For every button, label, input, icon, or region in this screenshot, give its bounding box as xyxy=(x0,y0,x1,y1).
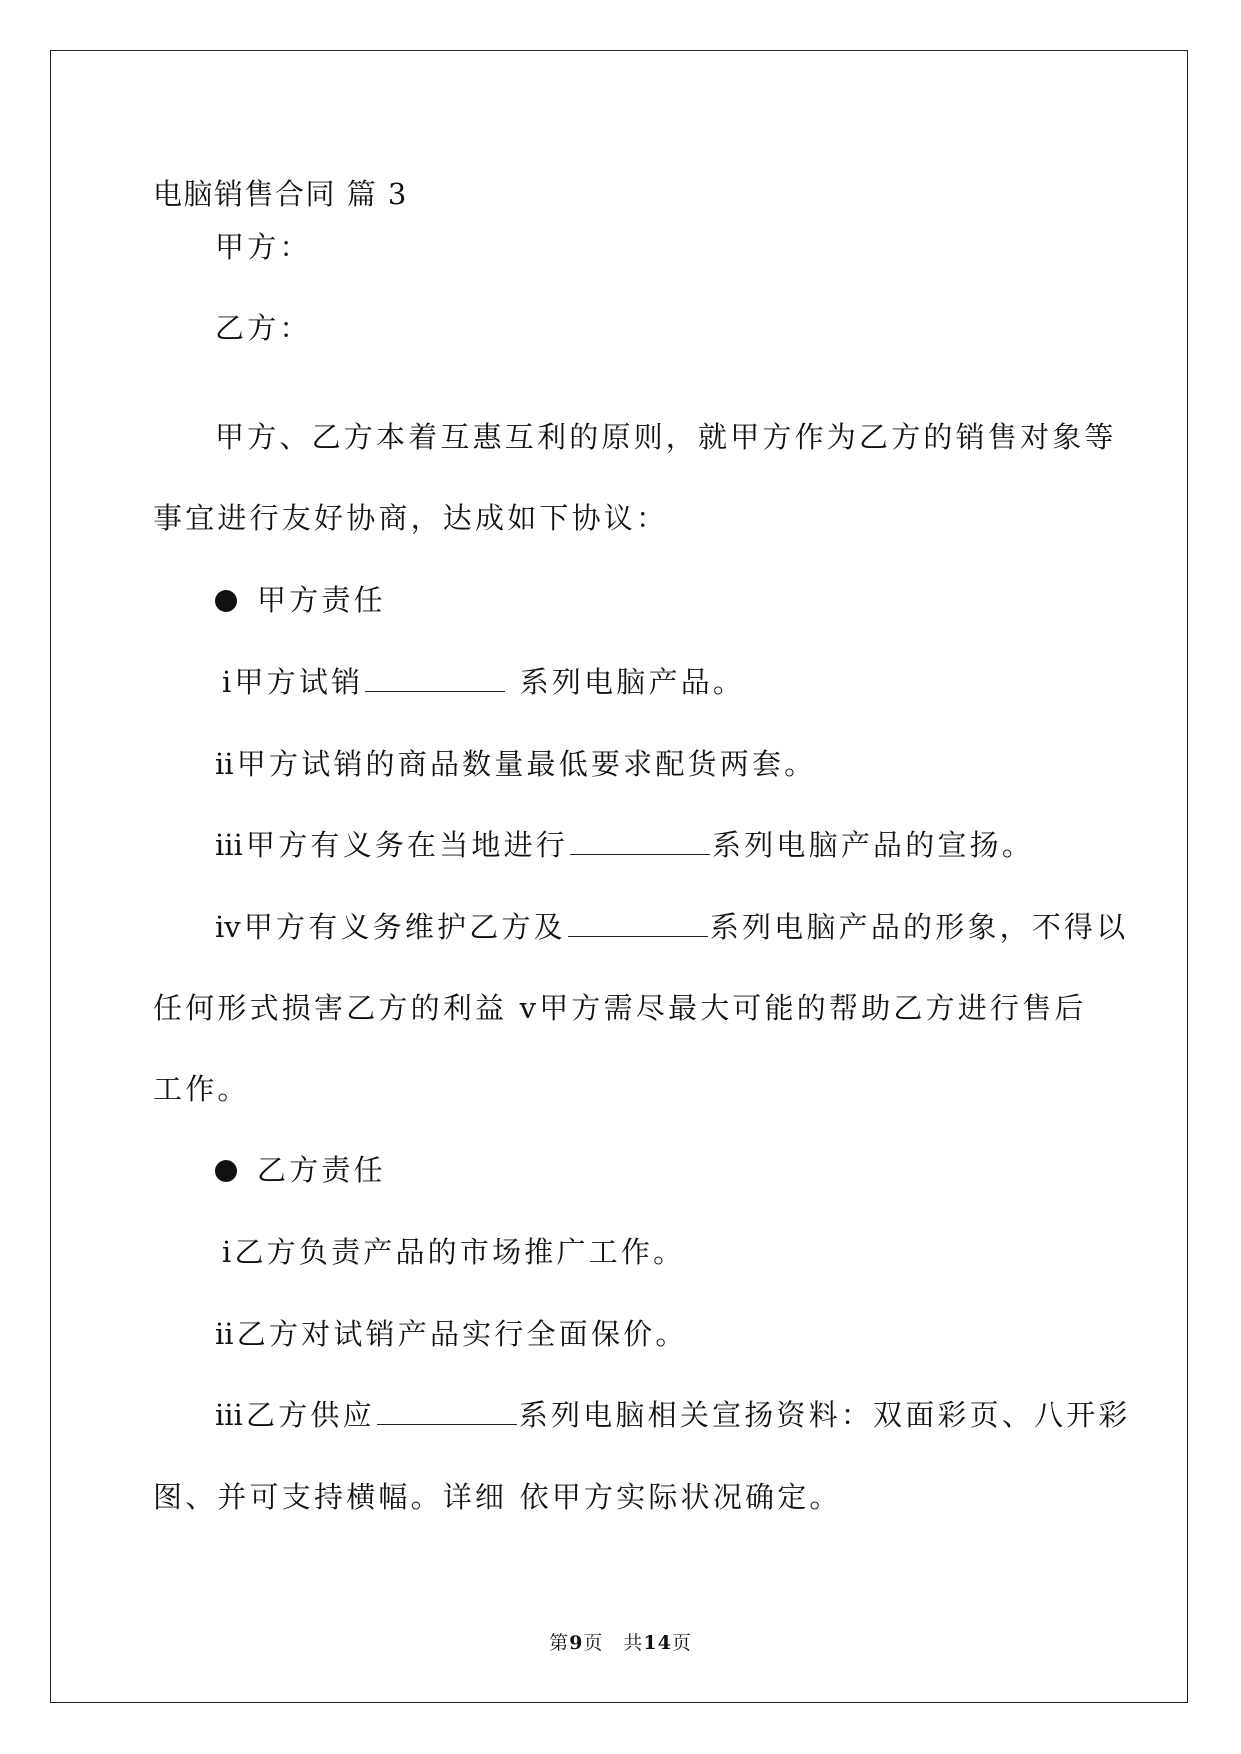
clause-a3-text-end: 系列电脑产品的宣扬。 xyxy=(712,828,1035,862)
clause-b2: ⅱ乙方对试销产品实行全面保价。 xyxy=(215,1317,688,1351)
clause-a1-text-end: 系列电脑产品。 xyxy=(507,665,746,699)
clause-a3 xyxy=(215,823,1034,864)
clause-a1 xyxy=(222,660,745,701)
footer-prefix: 第 xyxy=(549,1632,570,1654)
total-page-count: 14 xyxy=(643,1632,672,1654)
section-b-heading xyxy=(215,1148,386,1189)
section-a-heading xyxy=(215,578,386,619)
section-a-heading-text: 甲方责任 xyxy=(257,583,386,617)
party-a-label: 甲方： xyxy=(215,230,312,264)
clause-b3-text-end: 系列电脑相关宣扬资料：双面彩页、八开彩 xyxy=(518,1398,1131,1432)
page-number-footer xyxy=(0,1628,1241,1655)
fill-in-blank xyxy=(365,665,505,692)
bullet-icon xyxy=(215,590,237,612)
footer-mid: 页 共 xyxy=(583,1632,644,1654)
clause-a1-text-start: ⅰ甲方试销 xyxy=(222,665,364,699)
clause-a5-continuation: 工作。 xyxy=(153,1072,250,1106)
footer-suffix: 页 xyxy=(671,1632,692,1654)
clause-b3-text-start: ⅲ乙方供应 xyxy=(215,1398,375,1432)
intro-paragraph-line-2: 事宜进行友好协商，达成如下协议： xyxy=(153,501,669,535)
clause-a2: ⅱ甲方试销的商品数量最低要求配货两套。 xyxy=(215,747,817,781)
party-b-label: 乙方： xyxy=(215,311,312,345)
clause-b1: ⅰ乙方负责产品的市场推广工作。 xyxy=(222,1235,686,1269)
clause-a4-text-end: 系列电脑产品的形象，不得以 xyxy=(709,910,1129,944)
clause-b3-continuation: 图、并可支持横幅。详细 依甲方实际状况确定。 xyxy=(153,1480,842,1514)
document-title: 电脑销售合同 篇 3 xyxy=(153,177,408,211)
fill-in-blank xyxy=(568,910,708,937)
fill-in-blank xyxy=(570,828,710,855)
clause-a4 xyxy=(215,905,1128,946)
clause-a4-text-start: ⅳ甲方有义务维护乙方及 xyxy=(215,910,566,944)
page-border xyxy=(50,50,1188,1703)
intro-paragraph-line-1: 甲方、乙方本着互惠互利的原则，就甲方作为乙方的销售对象等 xyxy=(215,420,1117,454)
clause-b3 xyxy=(215,1393,1131,1434)
bullet-icon xyxy=(215,1160,237,1182)
clause-a3-text-start: ⅲ甲方有义务在当地进行 xyxy=(215,828,569,862)
current-page-number: 9 xyxy=(569,1632,584,1654)
fill-in-blank xyxy=(377,1398,517,1425)
section-b-heading-text: 乙方责任 xyxy=(257,1153,386,1187)
clause-a4-continuation: 任何形式损害乙方的利益 ⅴ甲方需尽最大可能的帮助乙方进行售后 xyxy=(153,991,1087,1025)
